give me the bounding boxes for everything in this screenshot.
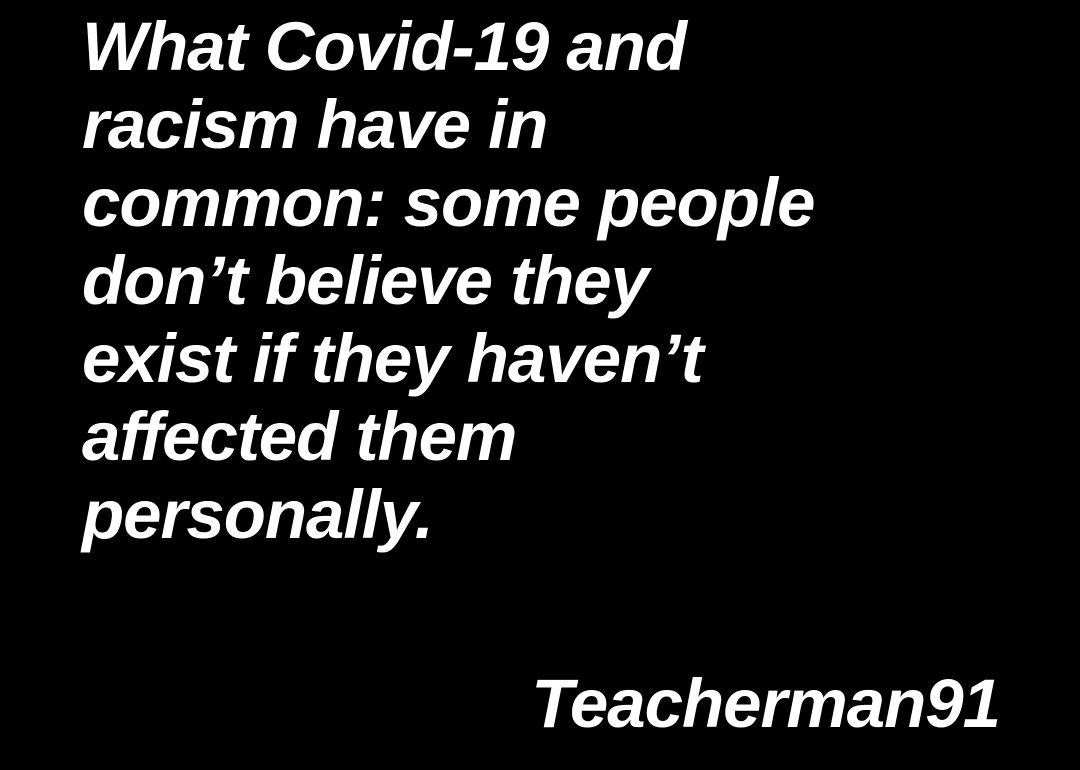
quote-line: personally.: [82, 476, 433, 553]
quote-line: common: some people: [82, 164, 815, 241]
author-signature: Teacherman91: [531, 665, 1000, 742]
quote-line: don’t believe they: [82, 242, 649, 319]
quote-line: racism have in: [82, 86, 548, 163]
quote-text: [82, 8, 814, 554]
quote-line: affected them: [82, 398, 517, 475]
quote-line: exist if they haven’t: [82, 320, 703, 397]
quote-line: What Covid-19 and: [82, 8, 687, 85]
